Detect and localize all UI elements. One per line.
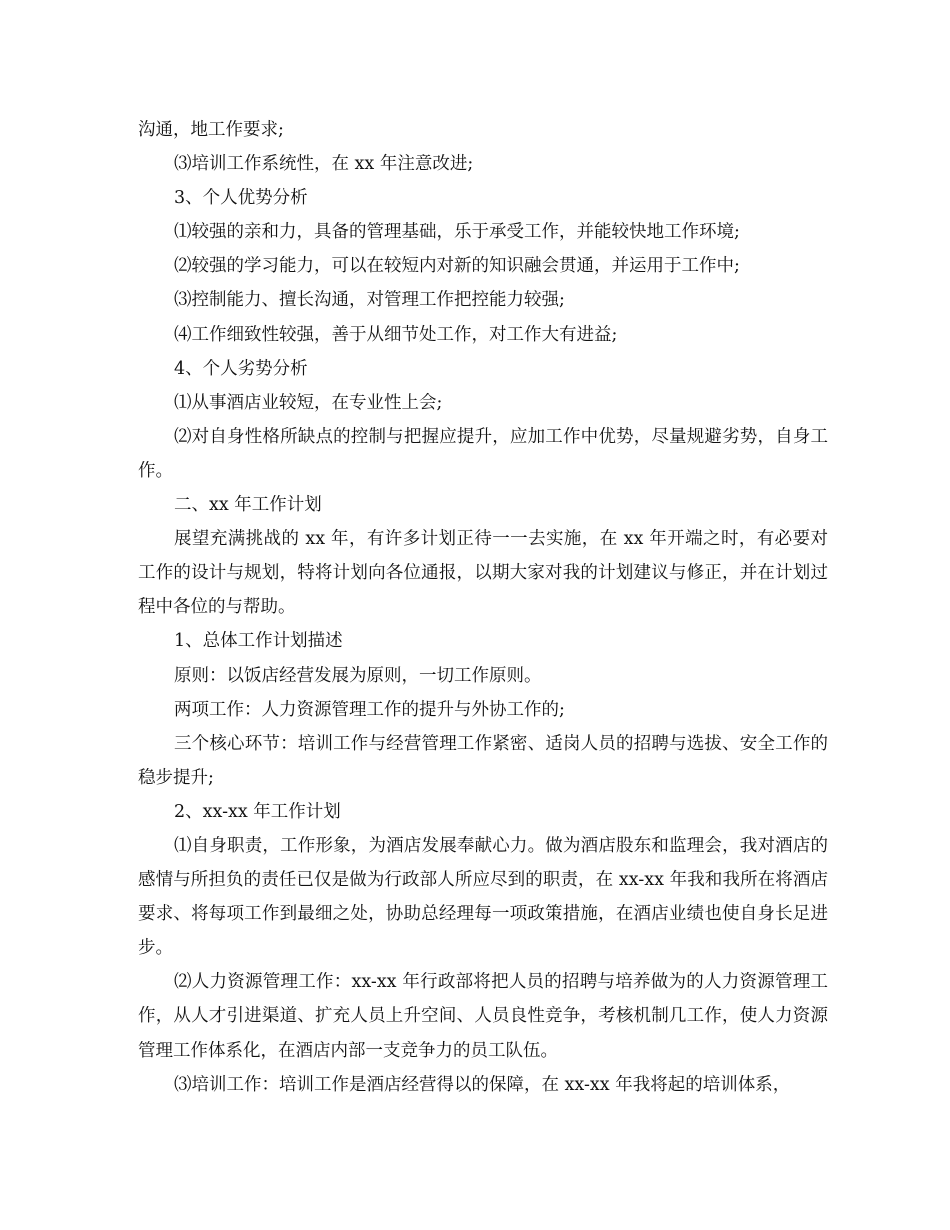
paragraph: 3、个人优势分析 bbox=[174, 188, 308, 209]
paragraph: 2、xx-xx 年工作计划 bbox=[174, 801, 341, 822]
paragraph: 原则：以饭店经营发展为原则，一切工作原则。 bbox=[174, 665, 542, 686]
paragraph: ⑵对自身性格所缺点的控制与把握应提升，应加工作中优势，尽量规避劣势，自身工作。 bbox=[138, 426, 828, 481]
paragraph: ⑴较强的亲和力，具备的管理基础，乐于承受工作，并能较快地工作环境; bbox=[174, 222, 740, 243]
paragraph: ⑶培训工作：培训工作是酒店经营得以的保障，在 xx-xx 年我将起的培训体系， bbox=[174, 1074, 791, 1095]
paragraph: 二、xx 年工作计划 bbox=[174, 495, 322, 516]
paragraph: ⑴自身职责，工作形象，为酒店发展奉献心力。做为酒店股东和监理会，我对酒店的感情与所担负的责任已仅是做为行政部人所应尽到的职责，在 xx-xx 年我和我所在将酒店要求、将每项工作到最细之处，协助总经理每一项政策措施，在酒店业绩也使自身长足进步。 bbox=[138, 835, 828, 959]
paragraph: ⑴从事酒店业较短，在专业性上会; bbox=[174, 392, 443, 413]
document-body bbox=[138, 113, 828, 1102]
paragraph: ⑵较强的学习能力，可以在较短内对新的知识融会贯通，并运用于工作中; bbox=[174, 256, 740, 277]
paragraph: ⑵人力资源管理工作：xx-xx 年行政部将把人员的招聘与培养做为的人力资源管理工作，从人才引进渠道、扩充人员上升空间、人员良性竞争，考核机制几工作，使人力资源管理工作体系化，在酒店内部一支竞争力的员工队伍。 bbox=[138, 972, 828, 1061]
paragraph: 两项工作：人力资源管理工作的提升与外协工作的; bbox=[174, 699, 565, 720]
paragraph: 1、总体工作计划描述 bbox=[174, 631, 343, 652]
paragraph: ⑷工作细致性较强，善于从细节处工作，对工作大有进益; bbox=[174, 324, 618, 345]
paragraph: 三个核心环节：培训工作与经营管理工作紧密、适岗人员的招聘与选拔、安全工作的稳步提升; bbox=[138, 733, 828, 788]
paragraph: 展望充满挑战的 xx 年，有许多计划正待一一去实施，在 xx 年开端之时，有必要对工作的设计与规划，特将计划向各位通报，以期大家对我的计划建议与修正，并在计划过程中各位的与帮助。 bbox=[138, 529, 828, 618]
paragraph: 4、个人劣势分析 bbox=[174, 358, 308, 379]
paragraph: ⑶培训工作系统性，在 xx 年注意改进; bbox=[174, 154, 474, 175]
paragraph: ⑶控制能力、擅长沟通，对管理工作把控能力较强; bbox=[174, 290, 565, 311]
paragraph: 沟通，地工作要求; bbox=[138, 120, 284, 140]
